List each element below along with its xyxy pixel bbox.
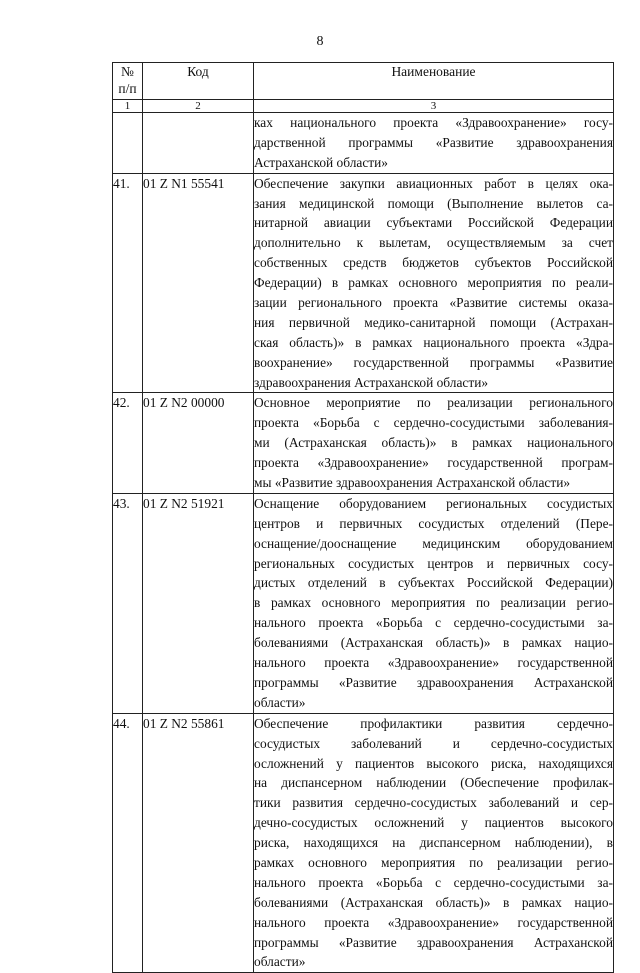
name-line: зации регионального проекта «Развитие системы оказа- — [254, 295, 613, 311]
name-line: здравоохранения Астраханской области» — [254, 374, 489, 390]
name-line: нитарной авиации субъектами Российской Федерации — [254, 215, 613, 231]
row-code: 01 Z N2 55861 — [143, 713, 254, 973]
header-number-label: п/п — [118, 81, 137, 96]
row-code: 01 Z N2 51921 — [143, 493, 254, 713]
table-row — [113, 713, 614, 973]
row-number — [113, 113, 143, 174]
name-line: дарственной программы «Развитие здравоохранения — [254, 134, 613, 150]
name-line: дечно-сосудистых осложнений у пациентов высокого — [254, 815, 613, 831]
name-line: тики развития сердечно-сосудистых заболеваний и сер- — [254, 795, 613, 811]
name-line: Основное мероприятие по реализации регионального — [254, 395, 613, 411]
name-line: области» — [254, 694, 306, 710]
name-line: нального проекта «Борьба с сердечно-сосудистыми за- — [254, 874, 613, 890]
row-name — [254, 713, 614, 973]
name-line: Астраханской области» — [254, 154, 388, 170]
name-line: нального проекта «Здравоохранение» государственной — [254, 655, 613, 671]
row-name — [254, 113, 614, 174]
budget-code-table — [112, 62, 614, 973]
table-row — [113, 493, 614, 713]
name-line: осложнений у пациентов высокого риска, находящихся — [254, 755, 613, 771]
table-row — [113, 173, 614, 393]
row-name — [254, 393, 614, 493]
table-row — [113, 393, 614, 493]
name-line: болеваниями (Астраханская область)» в рамках нацио- — [254, 894, 613, 910]
header-code: Код — [143, 63, 254, 100]
row-number: 43. — [113, 493, 143, 713]
table-header-row — [113, 63, 614, 100]
name-line: мы «Развитие здравоохранения Астраханской области» — [254, 475, 571, 491]
name-line: дополнительно к вылетам, осуществляемым за счет — [254, 235, 613, 251]
name-line: ния первичной медико-санитарной помощи (Астрахан- — [254, 314, 613, 330]
column-index: 2 — [143, 100, 254, 113]
row-name — [254, 173, 614, 393]
row-code: 01 Z N2 00000 — [143, 393, 254, 493]
name-line: в рамках основного мероприятия по реализации регио- — [254, 595, 613, 611]
name-line: оснащение/дооснащение медицинским оборудованием — [254, 535, 613, 551]
page-number: 8 — [316, 34, 324, 49]
row-code: 01 Z N1 55541 — [143, 173, 254, 393]
name-line: Обеспечение закупки авиационных работ в целях ока- — [254, 175, 613, 191]
name-line: нального проекта «Здравоохранение» государственной — [254, 914, 613, 930]
name-line: воохранение» государственной программы «Развитие — [254, 354, 613, 370]
name-line: Оснащение оборудованием региональных сосудистых — [254, 495, 613, 511]
column-index-row — [113, 100, 614, 113]
row-number: 41. — [113, 173, 143, 393]
name-line: сосудистых заболеваний и сердечно-сосудистых — [254, 735, 613, 751]
row-code — [143, 113, 254, 174]
header-number — [113, 63, 143, 100]
row-number: 44. — [113, 713, 143, 973]
header-name: Наименование — [254, 63, 614, 100]
name-line: на диспансерном наблюдении (Обеспечение профилак- — [254, 775, 613, 791]
row-number: 42. — [113, 393, 143, 493]
name-line: программы «Развитие здравоохранения Астраханской — [254, 674, 613, 690]
name-line: дистых отделений в субъектах Российской Федерации) — [254, 575, 613, 591]
name-line: болеваниями (Астраханская область)» в рамках нацио- — [254, 635, 613, 651]
name-line: риска, находящихся на диспансерном наблюдении), в — [254, 835, 613, 851]
name-line: зания медицинской помощи (Выполнение вылетов са- — [254, 195, 613, 211]
name-line: программы «Развитие здравоохранения Астраханской — [254, 934, 613, 950]
name-line: центров и первичных сосудистых отделений (Пере- — [254, 515, 613, 531]
name-line: области» — [254, 954, 306, 970]
name-line: проекта «Борьба с сердечно-сосудистыми заболевания- — [254, 415, 613, 431]
name-line: нального проекта «Борьба с сердечно-сосудистыми за- — [254, 615, 613, 631]
name-line: проекта «Здравоохранение» государственной програм- — [254, 455, 613, 471]
name-line: собственных средств бюджетов субъектов Российской — [254, 255, 613, 271]
header-number-symbol: № — [121, 64, 134, 79]
name-line: ми (Астраханская область)» в рамках национального — [254, 435, 613, 451]
table-row — [113, 113, 614, 174]
name-line: региональных сосудистых центров и первичных сосу- — [254, 555, 613, 571]
column-index: 1 — [113, 100, 143, 113]
row-name — [254, 493, 614, 713]
name-line: ках национального проекта «Здравоохранение» госу- — [254, 115, 613, 130]
name-line: рамках основного мероприятия по реализации регио- — [254, 854, 613, 870]
name-line: Обеспечение профилактики развития сердечно- — [254, 715, 613, 731]
name-line: Федерации) в рамках основного мероприятия по реали- — [254, 275, 613, 291]
name-line: ская область)» в рамках национального проекта «Здра- — [254, 334, 613, 350]
column-index: 3 — [254, 100, 614, 113]
